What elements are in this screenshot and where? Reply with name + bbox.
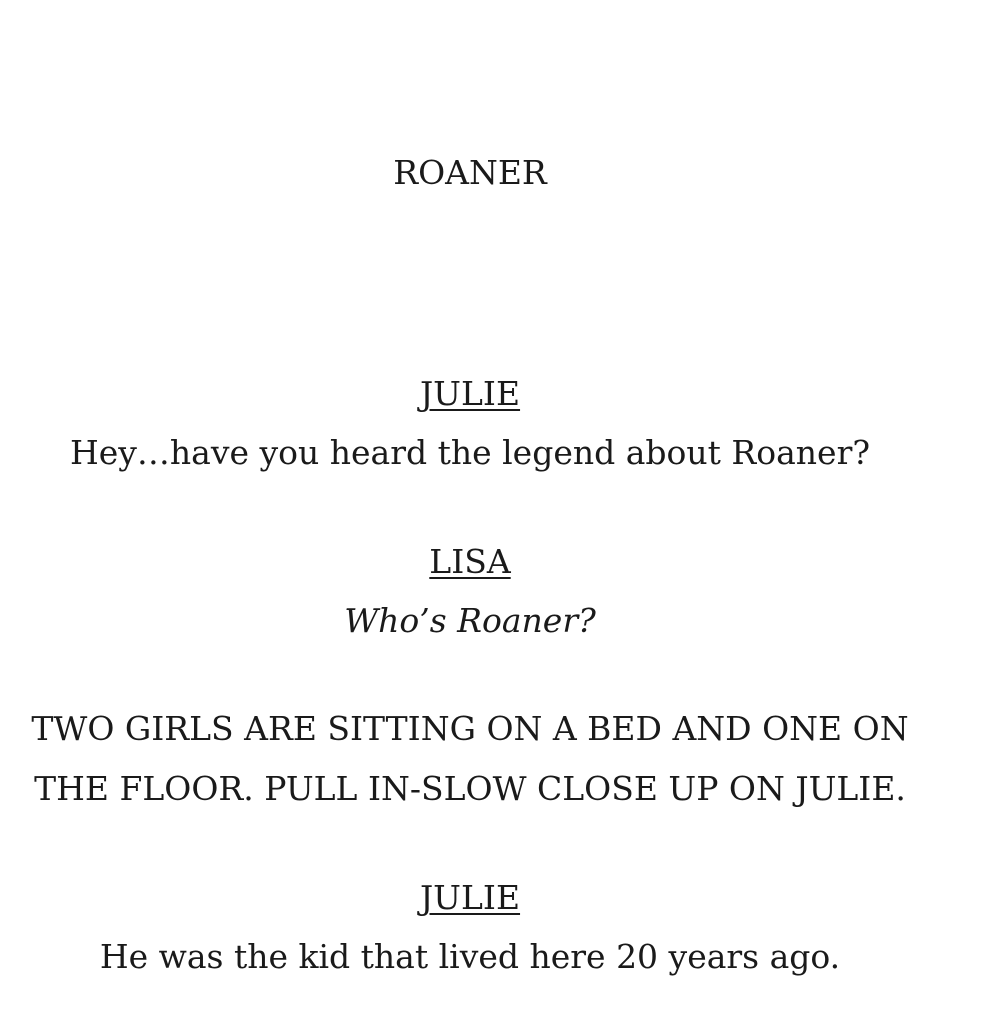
character-cue-julie xyxy=(0,374,940,414)
character-name: LISA xyxy=(429,542,511,581)
character-cue-julie xyxy=(0,878,940,918)
script-title: ROANER xyxy=(393,153,547,192)
character-name: JULIE xyxy=(419,878,521,917)
character-name: JULIE xyxy=(419,374,521,413)
dialogue-line: Who’s Roaner? xyxy=(344,601,596,640)
dialogue-line: He was the kid that lived here 20 years ago. xyxy=(99,937,841,976)
dialogue-line: Hey…have you heard the legend about Roaner? xyxy=(69,433,871,472)
action-line: TWO GIRLS ARE SITTING ON A BED AND ONE ON xyxy=(31,709,909,748)
action-line: THE FLOOR. PULL IN-SLOW CLOSE UP ON JULIE. xyxy=(34,769,906,808)
character-cue-lisa xyxy=(0,542,940,582)
